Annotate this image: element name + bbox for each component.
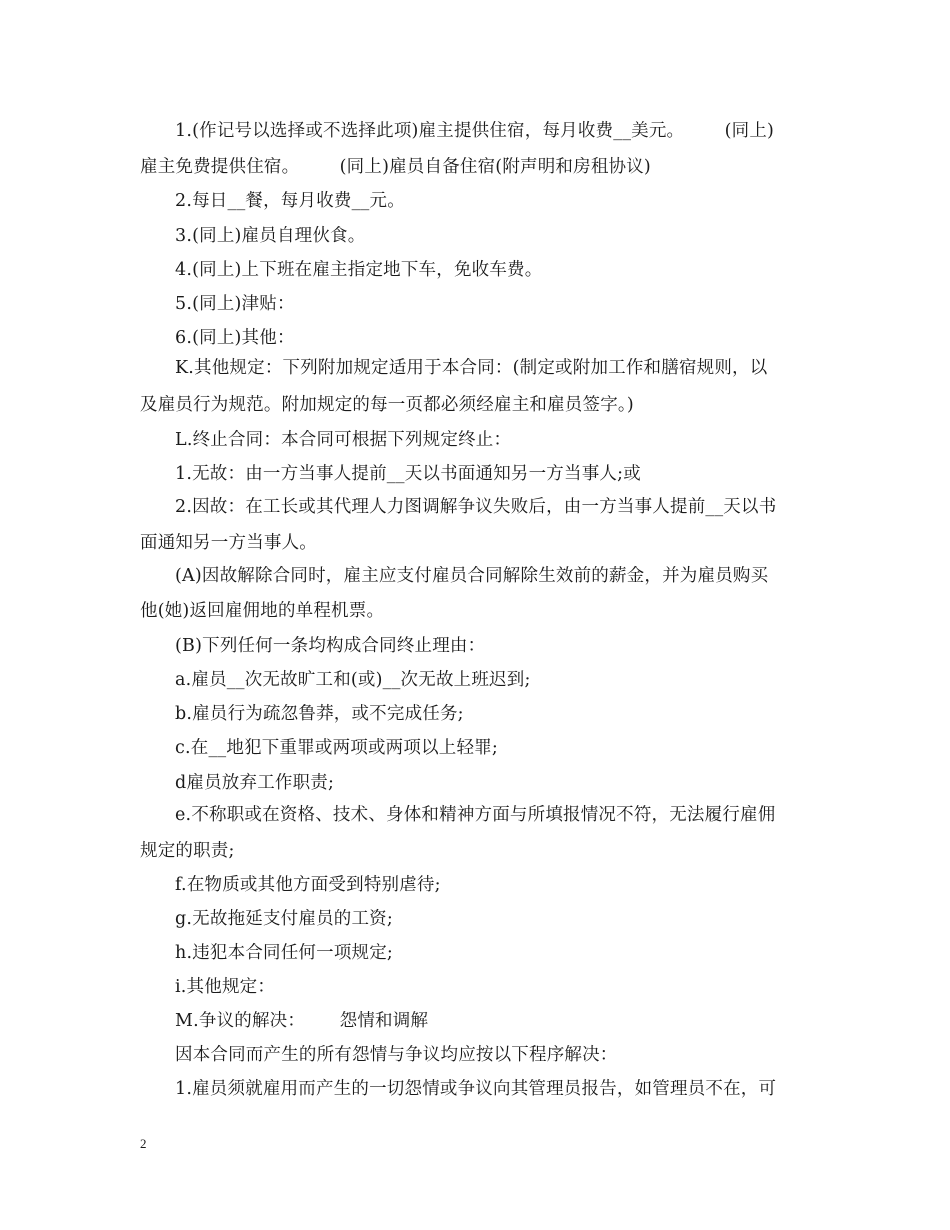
paragraph-line: 1.(作记号以选择或不选择此项)雇主提供住宿，每月收费__美元。 (同上): [175, 121, 775, 141]
paragraph-line: 2.因故：在工长或其代理人力图调解争议失败后，由一方当事人提前__天以书: [175, 497, 777, 517]
paragraph-line: 3.(同上)雇员自理伙食。: [175, 226, 366, 246]
paragraph-line: g.无故拖延支付雇员的工资;: [175, 909, 393, 929]
paragraph-line: K.其他规定：下列附加规定适用于本合同：(制定或附加工作和膳宿规则，以: [175, 358, 768, 378]
paragraph-line: 他(她)返回雇佣地的单程机票。: [140, 601, 385, 621]
paragraph-line: f.在物质或其他方面受到特别虐待;: [175, 875, 441, 895]
paragraph-line: i.其他规定：: [175, 977, 276, 997]
paragraph-line: L.终止合同：本合同可根据下列规定终止：: [175, 430, 512, 450]
page-number: 2: [140, 1136, 147, 1151]
paragraph-line: c.在__地犯下重罪或两项或两项以上轻罪;: [175, 738, 498, 758]
paragraph-line: 雇主免费提供住宿。 (同上)雇员自备住宿(附声明和房租协议): [140, 157, 651, 177]
paragraph-line: 5.(同上)津贴：: [175, 294, 295, 314]
paragraph-line: b.雇员行为疏忽鲁莽，或不完成任务;: [175, 704, 464, 724]
paragraph-line: 面通知另一方当事人。: [140, 533, 317, 553]
paragraph-line: 规定的职责;: [140, 841, 235, 861]
paragraph-line: 6.(同上)其他：: [175, 328, 295, 348]
paragraph-line: a.雇员__次无故旷工和(或)__次无故上班迟到;: [175, 670, 531, 690]
paragraph-line: 1.雇员须就雇用而产生的一切怨情或争议向其管理员报告，如管理员不在，可: [175, 1079, 777, 1099]
paragraph-line: 4.(同上)上下班在雇主指定地下车，免收车费。: [175, 260, 543, 280]
paragraph-line: (B)下列任何一条均构成合同终止理由：: [175, 636, 486, 656]
paragraph-line: M.争议的解决： 怨情和调解: [175, 1011, 429, 1031]
paragraph-line: (A)因故解除合同时，雇主应支付雇员合同解除生效前的薪金，并为雇员购买: [175, 566, 769, 586]
paragraph-line: 及雇员行为规范。附加规定的每一页都必须经雇主和雇员签字。): [140, 395, 634, 415]
paragraph-line: d雇员放弃工作职责;: [175, 773, 335, 793]
paragraph-line: 2.每日__餐，每月收费__元。: [175, 191, 405, 211]
paragraph-line: 因本合同而产生的所有怨情与争议均应按以下程序解决：: [175, 1045, 618, 1065]
paragraph-line: e.不称职或在资格、技术、身体和精神方面与所填报情况不符，无法履行雇佣: [175, 805, 776, 825]
paragraph-line: h.违犯本合同任何一项规定;: [175, 943, 394, 963]
paragraph-line: 1.无故：由一方当事人提前__天以书面通知另一方当事人;或: [175, 464, 641, 484]
